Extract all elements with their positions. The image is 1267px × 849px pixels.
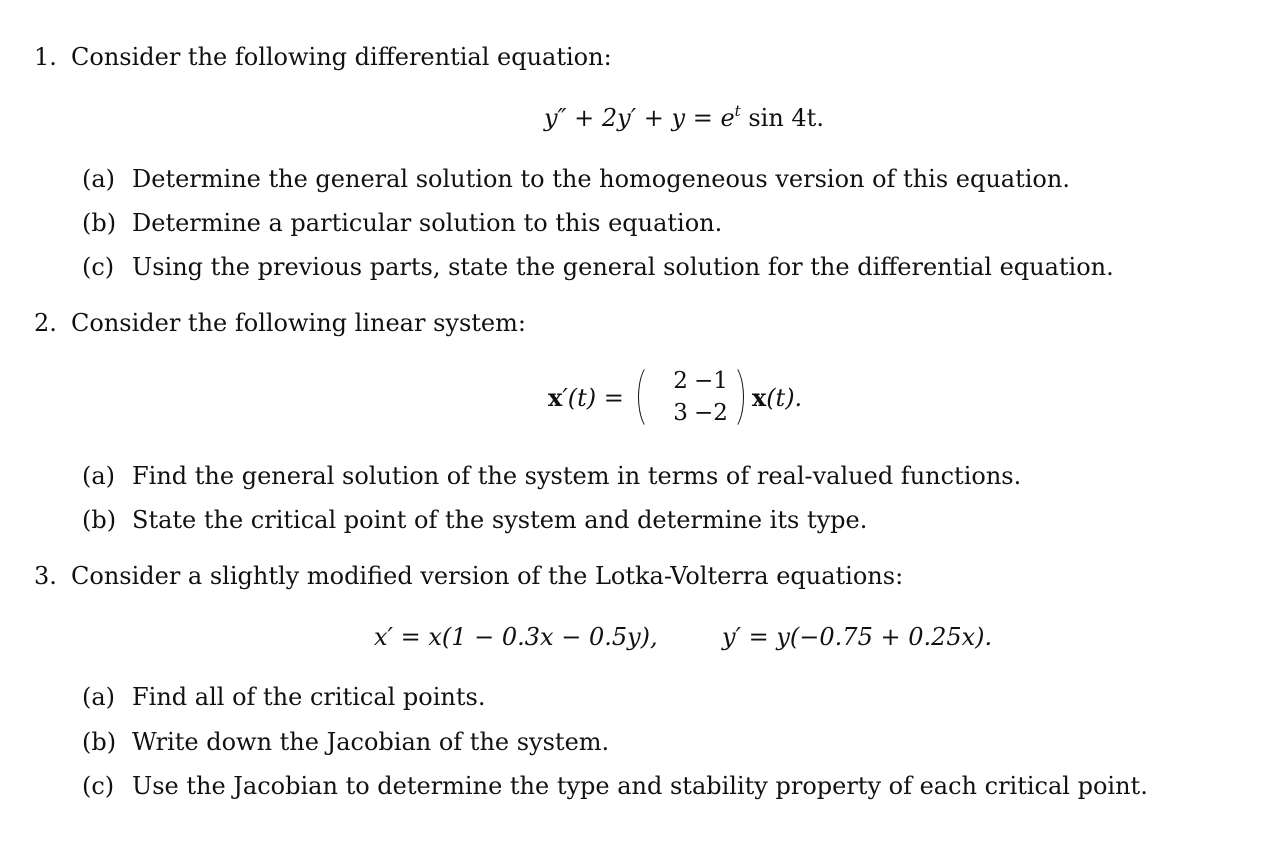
problem-1-number: 1. [34, 43, 57, 71]
problem-1-text: Consider the following differential equation: [71, 43, 612, 71]
part-label: (a) [82, 462, 116, 490]
part-text: Using the previous parts, state the general solution for the differential equation. [132, 253, 1114, 281]
part-text: Find all of the critical points. [132, 683, 486, 711]
part-label: (a) [82, 683, 116, 711]
problem-2-text: Consider the following linear system: [71, 309, 526, 337]
problem-3-equation-x: x′ = x(1 − 0.3x − 0.5y), [374, 623, 658, 651]
left-paren [638, 363, 652, 431]
problem-1-part-b [82, 208, 723, 238]
problem-1-heading [34, 42, 612, 72]
right-paren [730, 363, 744, 431]
matrix-entry: 2 [673, 368, 688, 394]
matrix-rhs: x(t). [751, 382, 803, 412]
problem-3-equation-y: y′ = y(−0.75 + 0.25x). [722, 623, 993, 651]
problem-1-equation: $y'' + 2y' + y = e^t$ sin 4t. [544, 102, 824, 132]
part-text: Write down the Jacobian of the system. [132, 728, 610, 756]
problem-3-text: Consider a slightly modified version of the Lotka-Volterra equations: [71, 562, 904, 590]
problem-1-part-c [82, 252, 1114, 282]
problem-2-part-a [82, 461, 1022, 491]
part-label: (c) [82, 253, 115, 281]
problem-3-part-a [82, 682, 486, 712]
part-label: (b) [82, 728, 117, 756]
matrix-entry: −1 [693, 368, 728, 394]
part-text: State the critical point of the system and determine its type. [132, 506, 868, 534]
part-text: Determine the general solution to the homogeneous version of this equation. [132, 165, 1070, 193]
matrix-lhs: x′(t) = [548, 382, 624, 412]
problem-2-part-b [82, 505, 868, 535]
matrix-entry: −2 [693, 400, 728, 426]
problem-3-heading [34, 561, 904, 591]
part-text: Use the Jacobian to determine the type and stability property of each critical point. [132, 772, 1148, 800]
problem-3-number: 3. [34, 562, 57, 590]
problem-2-number: 2. [34, 309, 57, 337]
part-label: (b) [82, 209, 117, 237]
problem-1-part-a [82, 164, 1070, 194]
part-label: (c) [82, 772, 115, 800]
problem-2-equation [548, 362, 802, 432]
problem-3-part-b [82, 727, 610, 757]
part-label: (a) [82, 165, 116, 193]
problem-2-heading [34, 308, 526, 338]
part-text: Determine a particular solution to this equation. [132, 209, 723, 237]
part-label: (b) [82, 506, 117, 534]
part-text: Find the general solution of the system in terms of real-valued functions. [132, 462, 1022, 490]
matrix-entry: 3 [673, 400, 688, 426]
coefficient-matrix [652, 365, 730, 429]
problem-3-part-c [82, 771, 1148, 801]
